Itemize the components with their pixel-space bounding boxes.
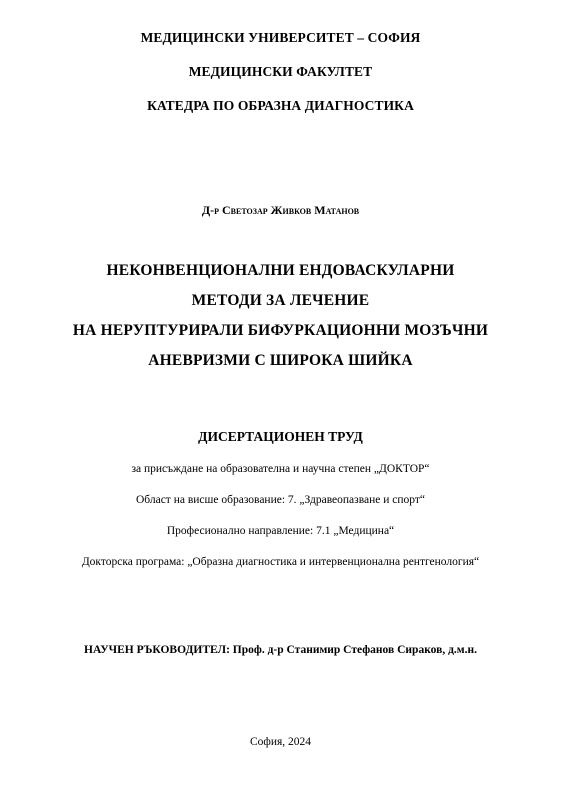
supervisor-line: НАУЧЕН РЪКОВОДИТЕЛ: Проф. д-р Станимир Стефанов Сираков, д.м.н. xyxy=(84,644,477,656)
direction-line: Професионално направление: 7.1 „Медицина“ xyxy=(166,525,395,537)
faculty-name: МЕДИЦИНСКИ ФАКУЛТЕТ xyxy=(188,64,373,79)
department-name: КАТЕДРА ПО ОБРАЗНА ДИАГНОСТИКА xyxy=(147,98,414,113)
thesis-title-line-3: НА НЕРУПТУРИРАЛИ БИФУРКАЦИОННИ МОЗЪЧНИ xyxy=(72,322,489,339)
dissertation-type: ДИСЕРТАЦИОНЕН ТРУД xyxy=(198,429,363,444)
thesis-title-line-1: НЕКОНВЕНЦИОНАЛНИ ЕНДОВАСКУЛАРНИ xyxy=(106,262,455,279)
program-line: Докторска програма: „Образна диагностика и интервенционална рентгенология“ xyxy=(81,556,480,568)
degree-line: за присъждане на образователна и научна степен „ДОКТОР“ xyxy=(131,463,430,475)
thesis-title-line-4: АНЕВРИЗМИ С ШИРОКА ШИЙКА xyxy=(148,352,413,369)
thesis-title-line-2: МЕТОДИ ЗА ЛЕЧЕНИЕ xyxy=(191,292,370,309)
author-name: Д-р Светозар Живков Матанов xyxy=(201,203,360,217)
university-name: МЕДИЦИНСКИ УНИВЕРСИТЕТ – СОФИЯ xyxy=(140,30,421,45)
place-date: София, 2024 xyxy=(249,736,312,748)
field-line: Област на висше образование: 7. „Здравеопазване и спорт“ xyxy=(135,494,425,506)
